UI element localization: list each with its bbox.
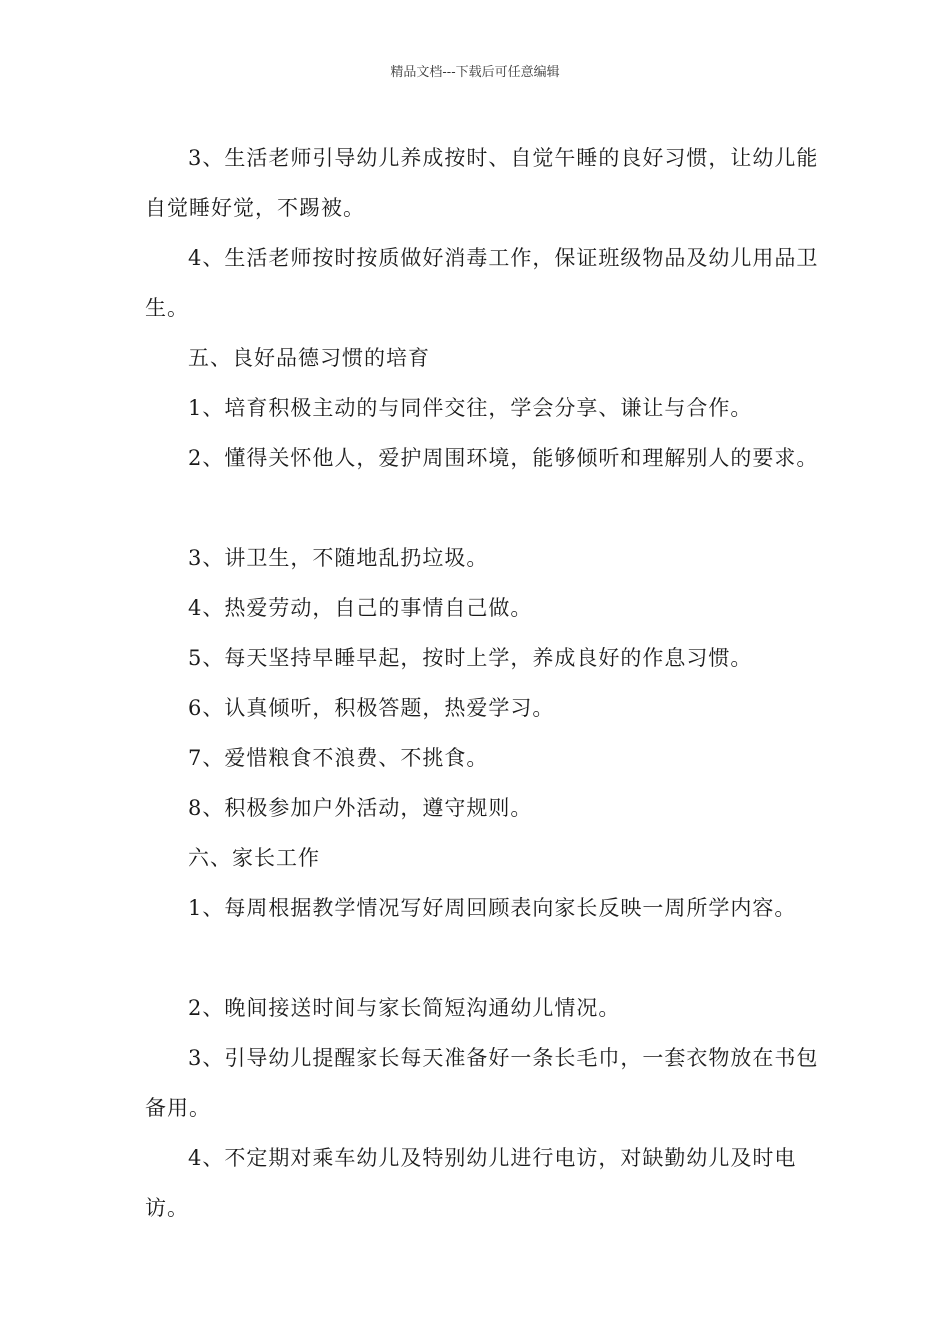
- paragraph: 7、爱惜粮食不浪费、不挑食。: [188, 746, 489, 770]
- paragraph: 6、认真倾听，积极答题，热爱学习。: [188, 696, 555, 720]
- paragraph: 3、引导幼儿提醒家长每天准备好一条长毛巾，一套衣物放在书包备用。: [145, 1046, 819, 1120]
- paragraph: 3、讲卫生，不随地乱扔垃圾。: [188, 546, 489, 570]
- paragraph: 2、晚间接送时间与家长简短沟通幼儿情况。: [188, 996, 621, 1020]
- paragraph: 8、积极参加户外活动，遵守规则。: [188, 796, 533, 820]
- paragraph: 5、每天坚持早睡早起，按时上学，养成良好的作息习惯。: [188, 646, 753, 670]
- document-body: [145, 133, 820, 1233]
- blank-line: [145, 483, 820, 533]
- page-header: 精品文档---下载后可任意编辑: [390, 65, 560, 80]
- paragraph: 1、培育积极主动的与同伴交往，学会分享、谦让与合作。: [188, 396, 753, 420]
- blank-line: [145, 933, 820, 983]
- paragraph: 3、生活老师引导幼儿养成按时、自觉午睡的良好习惯，让幼儿能自觉睡好觉，不踢被。: [145, 146, 819, 220]
- section-heading: 五、良好品德习惯的培育: [188, 346, 430, 370]
- paragraph: 4、生活老师按时按质做好消毒工作，保证班级物品及幼儿用品卫生。: [145, 246, 819, 320]
- paragraph: 2、懂得关怀他人，爱护周围环境，能够倾听和理解别人的要求。: [188, 446, 819, 470]
- paragraph: 1、每周根据教学情况写好周回顾表向家长反映一周所学内容。: [188, 896, 797, 920]
- paragraph: 4、热爱劳动，自己的事情自己做。: [188, 596, 533, 620]
- paragraph: 4、不定期对乘车幼儿及特别幼儿进行电访，对缺勤幼儿及时电访。: [145, 1146, 797, 1220]
- section-heading: 六、家长工作: [188, 846, 320, 870]
